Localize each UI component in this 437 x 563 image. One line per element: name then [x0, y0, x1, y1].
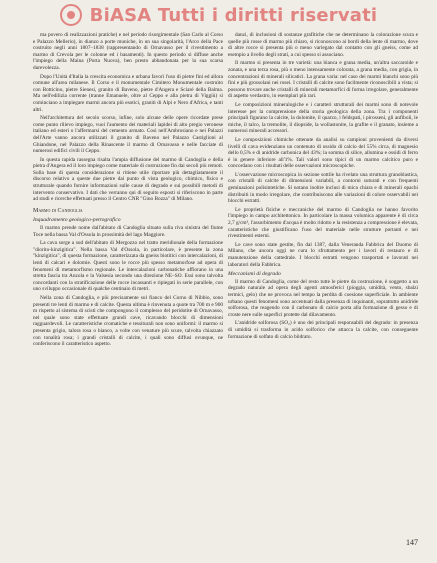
page-number: 147 [406, 538, 418, 547]
paragraph: L'anidride solforosa (SO₂) è uno dei principali responsabili del degrado: in presenza di umidità si trasforma in acido solforico che attacca la calcite, con conseguente formazione di solfato di calcio biidrato. [228, 320, 418, 340]
paragraph: Dopo l'Unità d'Italia la crescita economica e urbana favorì l'uso di pietre fini ed allora comune all'area milanese. Il Corso e il monumentale Cimitero Monumentale costruito con Botticino, pietre Sienesi, granito di Baveno, pietre d'Angera e Sciaré della Balma. Ma nell'edilizia corrente (tranne Emanuele, oltre al Ceppo e alla pietra di Viggiù) si cominciano a impiegare marmi ancora più esotici, graniti di Alpi e Nero d'Africa, e tanti altri. [33, 73, 223, 113]
watermark-text: BiASA Tutti i diritti riservati [89, 4, 378, 26]
subsection-heading: Meccanismi di degrado [228, 271, 281, 278]
paragraph: Il marmo si presenta in tre varietà: una bianca e grana media, un'altra saccaroide e zonata, e una terza rosa, più o meno intensamente colorata, a grana media, con grigia, in concentrazioni di minerali silicatici. La grana varia: nel caso dei marmi bianchi sono più fini e più grossolani nei rosei. I cristalli di calcite sono facilmente riconoscibili a vista; si possono trovare anche cristalli di minerali metamorfici di forma irregolare, generalmente di aspetto verdastro, in esemplari più rari. [228, 60, 418, 100]
paragraph: danzi, di inclusioni di sostanze grafitiche che ne determinano la colorazione scura e quelle più rosse di marmo più chiaro, si riconoscono ai bordi della lente di marmo, dove di altre rocce si presenta più o meno variegato dal contatto con gli gneiss, come ad esempio a livello degli strati, a cui spesso si associano. [228, 32, 418, 58]
biasa-logo-icon [60, 4, 82, 26]
right-column [228, 32, 418, 342]
paragraph: L'osservazione microscopica in sezione sottile ha rivelato una struttura granoblastica, con cristalli di calcite di dimensioni variabili, a contorni suturati e con frequenti geminazioni polisintetiche. Si notano inoltre inclusi di mica chiara e di minerali opachi distribuiti in modo irregolare, che contribuiscono alle variazioni di colore osservabili nei blocchi estratti. [228, 171, 418, 205]
paragraph: ma povero di realizzazioni pratiche) e nel periodo risorgimentale (San Carlo al Corso e Palazzo Mellerio), in dianzo a porte muniche, in un sua singolarità, l'Arco della Pace costruito negli anni 1807–1838 (rappresentando di Ornavasso per il rivestimento a marmo di Crevola per le colonne ed i basamenti). In questo periodo si diffuse anche l'impiego della Maina (Porta Nuova), ben presto abbandonata per la sua scarsa durevolezza. [33, 32, 223, 71]
paragraph: Le proprietà fisiche e meccaniche del marmo di Candoglia ne hanno favorito l'impiego in campo architettonico. In particolare la massa volumica apparente è di circa 2,7 g/cm³, l'assorbimento d'acqua è molto ridotto e la resistenza a compressione è elevata, caratteristiche che giustificano l'uso del materiale nelle strutture portanti e nei rivestimenti esterni. [228, 206, 419, 240]
paragraph: La cava sorge a sud dell'abitato di Mergozzo nel tratto meridionale della formazione "diorito-kinzigitica". Nella bassa Val d'Ossola, in particolare, è presente la zona "kinzigitica", di questa formazione, caratterizzata da gneiss biotitici con intercalazioni, di lenti di calcari e dolomie. Questi sono le rocce più spesso metamorfose ad opera di fenomeni di metamorfismo regionale. Le intercalazioni carbonatiche affiorano in una stretta fascia tra Anzola e la Valsesia secondo una direzione NE–SO. Essi sono talvolta concordanti con la stratificazione delle rocce incassanti e ripiegati in serie parallele, con uno sviluppo occasionale di qualche centinaio di metri. [33, 240, 223, 293]
paragraph: Nella zona di Candoglia, e più precisamente sul fianco del Corno di Nibbio, sono presenti tre lenti di marmo e di calcite. Questa ultima è rinvenuta a quote tra 700 m e 900 m rispetto al sistema di scisti che compongono il complesso del peridotite di Ornavasso, nel quale sono state effettuate grandi cave, ricavando blocchi di dimensioni ragguardevoli. Le caratteristiche cromatiche e tessiturali non sono uniformi: il marmo si presenta grigio, talora rosa o bianco, a volte con venature più scure, talvolta chiazzato con tonalità rosa; i grandi cristalli di calcite, i quali sono diffusi ovunque, ne conferiscono il caratteristico aspetto. [33, 294, 223, 348]
paragraph: Le cave sono state gestite, fin dal 1387, dalla Veneranda Fabbrica del Duomo di Milano, che ancora oggi ne cura lo sfruttamento per i lavori di restauro e di manutenzione della cattedrale. I blocchi estratti vengono trasportati e lavorati nei laboratori della Fabbrica. [228, 241, 418, 268]
section-heading: Marmo di Candoglia [33, 207, 83, 214]
paragraph: Le composizioni mineralogiche e i caratteri strutturali dei marmi sono di notevole interesse per la comprensione della storia geologica della zona. Tra i componenti principali figurano la calcite, la dolomite, il quarzo, i feldspati, i pirosseni, gli anfiboli, le miche, il talco, la tremolite, il diopside, la wollastonite, la grafite e il granato, insieme a numerosi minerali accessori. [228, 101, 418, 135]
paragraph: Il marmo di Candoglia, come del resto tutte le pietre da costruzione, è soggetto a un degrado naturale ad opera degli agenti atmosferici (pioggia, umidità, vento, sbalzi termici, gelo) che ne provoca nel tempo la perdita di coesione superficiale. In ambiente urbano questi fenomeni sono accentuati dalla presenza di inquinanti, soprattutto anidride solforosa, che reagendo con il carbonato di calcio porta alla formazione di gesso e di croste nere sulle superfici protette dal dilavamento. [228, 278, 418, 318]
paragraph: Il marmo prende nome dall'abitato di Candoglia situato sulla riva sinistra del fiume Toce nella bassa Val d'Ossola in prossimità del lago Maggiore. [33, 225, 223, 238]
subsection-heading: Inquadramento geologico-petrografico [33, 217, 121, 224]
left-column [33, 32, 223, 350]
watermark [0, 0, 437, 30]
paragraph: In questa rapida rassegna risalta l'ampia diffusione del marmo di Candoglia e della pietra d'Angera ed il loro impiego come materiale di costruzione fin dai secoli più remoti. Sulla base di questa considerazione si ritiene utile riportare più dettagliatamente il discorso relativo a queste due pietre dai punto di vista geologico, chimico, fisico e strutturale quando fornire informazioni sulle cause di degrado e sui possibili metodi di intervento conservativo. I dati che verranno qui di seguito esposti si riferiscono in parte ad studi e ricerche effettuati presso il Centro CNR "Gino Bozza" di Milano. [33, 156, 223, 203]
paragraph: Nell'architettura del secolo scorso, infine, solo alcune delle opere ricordate prese come punto rilievo impiego, vuoi l'aumento dei materiali lapidei di alto pregio veronese italiano ed esteri o l'affermarsi del cemento armato. Così nell'Ambrosiano e nei Palazzi dell'Arte vanno ancora utilizzati il granito di Baveno nel Palazzo Castiglioni al Ghiandone, nel Palazzo della Rinascente il marmo di Ornavasso e nelle facciate di numerosi edifici civili il Ceppo. [33, 115, 223, 155]
paragraph: Le composizioni chimiche ottenute da analisi su campioni provenienti da diversi livelli di cava evidenziano un contenuto di ossido di calcio del 55% circa, di magnesio dello 0,5% e di anidride carbonica del 43%; la somma di silice, allumina e ossidi di ferro è in genere inferiore all'1%. Tali valori sono tipici di un marmo calcitico puro e concordano con i risultati delle osservazioni microscopiche. [228, 136, 418, 170]
